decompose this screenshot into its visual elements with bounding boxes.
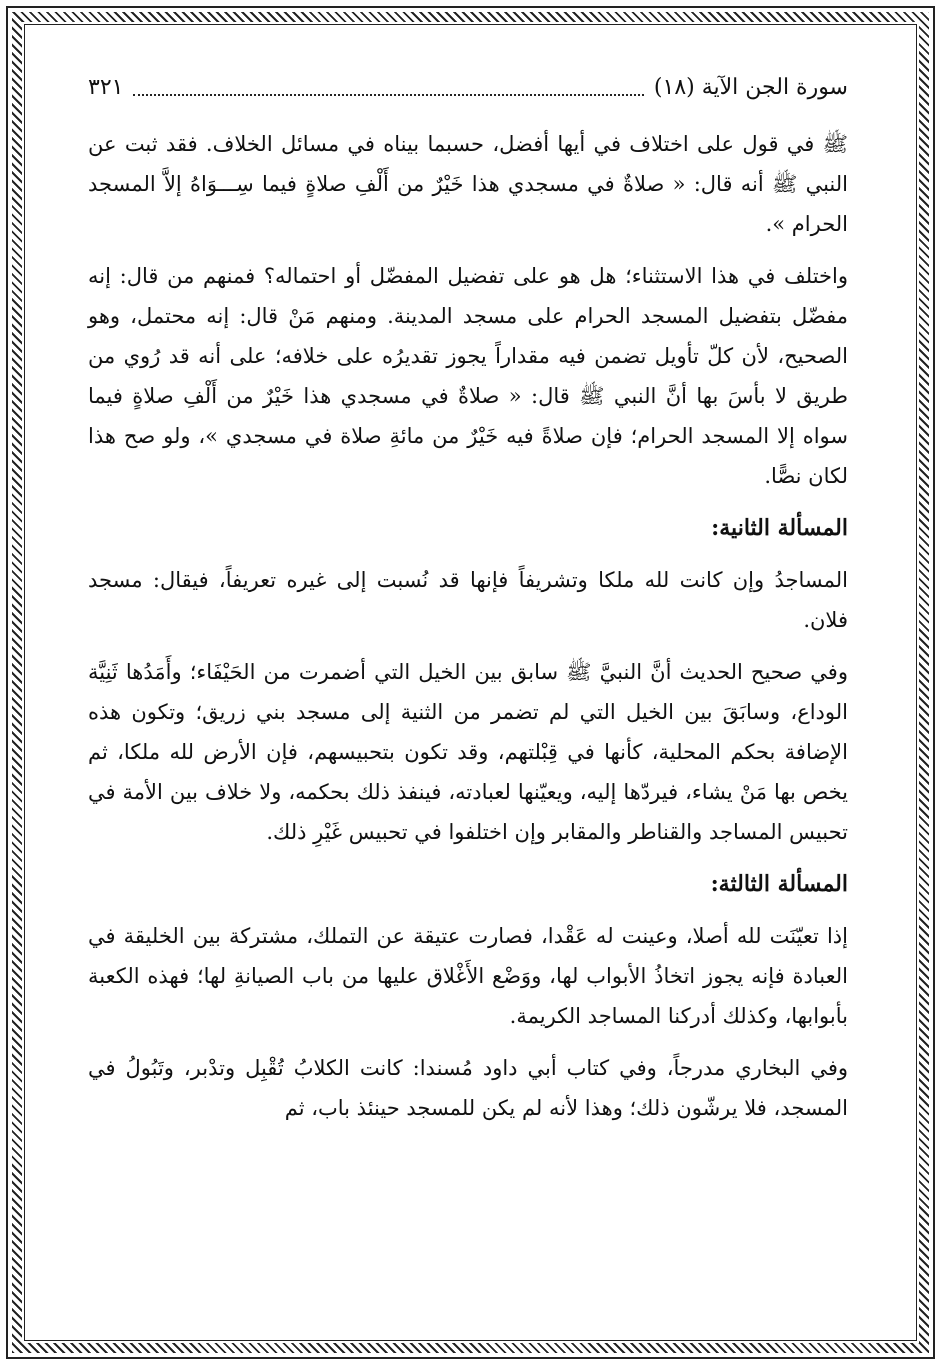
header-leader-dots — [133, 80, 643, 96]
page-number: ٣٢١ — [88, 75, 124, 100]
section-heading-3: المسألة الثالثة: — [710, 871, 848, 897]
paragraph-1: ﷺ في قول على اختلاف في أيها أفضل، حسبما بيناه في مسائل الخلاف. فقد ثبت عن النبي ﷺ أنه قال: « صلاةٌ في مسجدي هذا خَيْرٌ من أَلْفِ صلاةٍ فيما سِـــوَاهُ إلاَّ المسجد الحرام ». — [88, 132, 848, 236]
section-heading-2: المسألة الثانية: — [711, 515, 848, 541]
paragraph-2: واختلف في هذا الاستثناء؛ هل هو على تفضيل المفضّل أو احتماله؟ فمنهم من قال: إنه مفضّل بتفضيل المسجد الحرام على مسجد المدينة. ومنهم مَنْ قال: إنه محتمل، وهو الصحيح، لأن كلّ تأويل تضمن فيه مقداراً يجوز تقديرُه على خلافه؛ على أنه قد رُوي من طريق لا بأسَ بها أنَّ النبي ﷺ قال: « صلاةٌ في مسجدي هذا خَيْرٌ من أَلْفِ صلاةٍ فيما سواه إلا المسجد الحرام؛ فإن صلاةً فيه خَيْرٌ من مائةِ صلاة في مسجدي »، ولو صح هذا لكان نصًّا. — [88, 264, 848, 488]
running-header — [88, 70, 848, 106]
page-content — [88, 70, 848, 1140]
running-title: سورة الجن الآية (١٨) — [653, 75, 848, 100]
section2-paragraph-2: وفي صحيح الحديث أنَّ النبيَّ ﷺ سابق بين الخيل التي أضمرت من الحَيْفَاء؛ وأَمَدُها ثَنِيَّة الوداع، وسابَقَ بين الخيل التي لم تضمر من الثنية إلى مسجد بني زريق؛ وتكون هذه الإضافة بحكم المحلية، كأنها في قِبْلتهم، وقد تكون بتحبيسهم، فإن الأرض لله ملكا، ثم يخص بها مَنْ يشاء، فيردّها إليه، ويعيّنها لعبادته، فينفذ ذلك بحكمه، ولا خلاف بين الأمة في تحبيس المساجد والقناطر والمقابر وإن اختلفوا في تحبيس غَيْرِ ذلك. — [88, 660, 848, 844]
section3-paragraph-2: وفي البخاري مدرجاً، وفي كتاب أبي داود مُسندا: كانت الكلابُ تُقْبِل وتدْبر، وتَبُولُ في المسجد، فلا يرشّون ذلك؛ وهذا لأنه لم يكن للمسجد حينئذ باب، ثم — [88, 1056, 848, 1120]
section3-paragraph-1: إذا تعيّنَت لله أصلا، وعينت له عَقْدا، فصارت عتيقة عن التملك، مشتركة بين الخليقة في العبادة فإنه يجوز اتخاذُ الأبواب لها، ووَضْع الأَغْلاق عليها من باب الصيانةِ لها؛ فهذه الكعبة بأبوابها، وكذلك أدركنا المساجد الكريمة. — [88, 924, 848, 1028]
section2-paragraph-1: المساجدُ وإن كانت لله ملكا وتشريفاً فإنها قد نُسبت إلى غيره تعريفاً، فيقال: مسجد فلان. — [88, 568, 848, 632]
